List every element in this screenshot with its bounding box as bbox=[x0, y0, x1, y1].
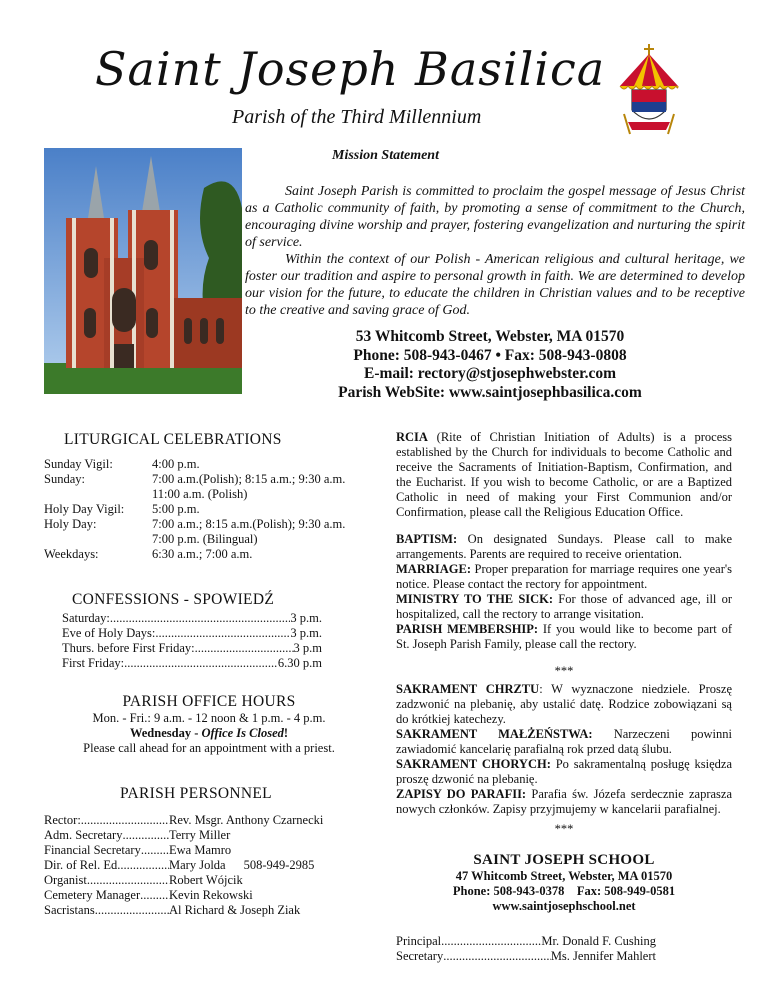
school-address: 47 Whitcomb Street, Webster, MA 01570 bbox=[455, 869, 673, 883]
personnel-name: Kevin Rekowski bbox=[169, 888, 253, 902]
rcia-term: RCIA bbox=[396, 430, 428, 444]
schedule-label: Sunday Vigil: bbox=[44, 457, 113, 471]
confession-row bbox=[62, 611, 322, 626]
separator: *** bbox=[554, 822, 574, 836]
separator: *** bbox=[554, 664, 574, 678]
staff-row bbox=[396, 949, 656, 964]
schedule-times bbox=[152, 517, 345, 547]
confessions-section bbox=[62, 592, 322, 671]
staff-name: Mr. Donald F. Cushing bbox=[541, 934, 656, 948]
rcia-section bbox=[396, 430, 732, 520]
schedule-row bbox=[44, 457, 374, 472]
confession-row bbox=[62, 641, 322, 656]
sacrament-term: BAPTISM: bbox=[396, 532, 458, 546]
schedule-row bbox=[44, 547, 374, 562]
sacraments-english bbox=[396, 532, 732, 652]
personnel-name: Rev. Msgr. Anthony Czarnecki bbox=[169, 813, 324, 827]
office-hours-section bbox=[44, 694, 374, 756]
personnel-row bbox=[44, 828, 374, 843]
basilica-crest-icon bbox=[614, 44, 684, 142]
personnel-row bbox=[44, 858, 374, 873]
schedule-time: 7:00 a.m.(Polish); 8:15 a.m.; 9:30 a.m. bbox=[152, 472, 346, 486]
personnel-name: Ewa Mamro bbox=[169, 843, 232, 857]
liturgical-heading: LITURGICAL CELEBRATIONS bbox=[64, 431, 282, 448]
sacrament-item bbox=[396, 787, 732, 817]
sacrament-item bbox=[396, 682, 732, 727]
liturgical-section bbox=[44, 432, 374, 562]
personnel-role: Cemetery Manager bbox=[44, 888, 141, 902]
personnel-section bbox=[44, 786, 374, 918]
confession-time: 3 p.m. bbox=[290, 626, 322, 640]
mission-statement bbox=[245, 183, 745, 319]
sacrament-term: SAKRAMENT CHRZTU bbox=[396, 682, 540, 696]
confession-label: Saturday: bbox=[62, 611, 110, 625]
confession-time: 6.30 p.m bbox=[277, 656, 322, 670]
personnel-role: Organist bbox=[44, 873, 87, 887]
personnel-name: Al Richard & Joseph Ziak bbox=[169, 903, 301, 917]
sacrament-term: ZAPISY DO PARAFII: bbox=[396, 787, 527, 801]
personnel-role: Dir. of Rel. Ed. bbox=[44, 858, 121, 872]
personnel-role: Financial Secretary bbox=[44, 843, 141, 857]
sacrament-item bbox=[396, 532, 732, 562]
personnel-name-phone bbox=[169, 858, 374, 873]
mission-paragraph: Saint Joseph Parish is committed to proclaim the gospel message of Jesus Christ as a Catholic community of faith, by promoting a sense of commitment to the Church, encouraging divine worship and prayer, fostering evangelization and nurturing the spirit of service. bbox=[245, 184, 745, 250]
sacrament-term: MARRIAGE: bbox=[396, 562, 471, 576]
sacrament-term: MINISTRY TO THE SICK: bbox=[396, 592, 554, 606]
office-hours: Mon. - Fri.: 9 a.m. - 12 noon & 1 p.m. - 4 p.m. bbox=[92, 711, 326, 725]
school-section bbox=[396, 852, 732, 914]
confession-label: First Friday: bbox=[62, 656, 125, 670]
sacrament-term: SAKRAMENT MAŁŻEŃSTWA: bbox=[396, 727, 593, 741]
schedule-time: 11:00 a.m. (Polish) bbox=[152, 487, 248, 501]
parish-address: 53 Whitcomb Street, Webster, MA 01570 bbox=[355, 328, 625, 345]
personnel-name: Robert Wójcik bbox=[169, 873, 243, 887]
personnel-role: Sacristans bbox=[44, 903, 95, 917]
sacrament-item bbox=[396, 727, 732, 757]
schedule-time: 7:00 a.m.; 8:15 a.m.(Polish); 9:30 a.m. bbox=[152, 517, 346, 531]
confession-row bbox=[62, 626, 322, 641]
schedule-row bbox=[44, 517, 374, 547]
page-title: Saint Joseph Basilica bbox=[95, 42, 606, 96]
schedule-times bbox=[152, 472, 345, 502]
wednesday-label: Wednesday - bbox=[129, 726, 202, 740]
page-subtitle: Parish of the Third Millennium bbox=[232, 106, 482, 128]
schedule-time: 5:00 p.m. bbox=[152, 502, 200, 516]
rcia-text: (Rite of Christian Initiation of Adults) is a process established by the Church for individuals to become Catholic and receive the Sacraments of Initiation-Baptism, Confirmation, and the Eucharist. If you wish to become Catholic, or are a Baptized Catholic in need of making your First Communion and/or Confirmation, please call the Religious Education Office. bbox=[396, 430, 732, 519]
personnel-name: Mary Jolda bbox=[169, 858, 226, 872]
exclamation: ! bbox=[283, 726, 289, 740]
schedule-label: Holy Day Vigil: bbox=[44, 502, 125, 516]
schedule-label: Weekdays: bbox=[44, 547, 99, 561]
parish-contact bbox=[300, 328, 680, 402]
schedule-row bbox=[44, 502, 374, 517]
staff-name: Ms. Jennifer Mahlert bbox=[550, 949, 656, 963]
sacraments-polish bbox=[396, 682, 732, 817]
parish-website[interactable]: Parish WebSite: www.saintjosephbasilica.com bbox=[338, 383, 642, 401]
confession-row bbox=[62, 656, 322, 671]
school-website[interactable]: www.saintjosephschool.net bbox=[492, 899, 636, 913]
sacrament-text: If you would like to become part of St. Joseph Parish Family, please call the rectory. bbox=[396, 622, 732, 651]
personnel-role: Rector: bbox=[44, 813, 81, 827]
schedule-row bbox=[44, 472, 374, 502]
sacrament-term: SAKRAMENT CHORYCH: bbox=[396, 757, 551, 771]
personnel-role: Adm. Secretary bbox=[44, 828, 123, 842]
mission-paragraph: Within the context of our Polish - American religious and cultural heritage, we foster our tradition and aspire to personal growth in faith. We are determined to develop our vision for the future, to educate the children in Christian values and to be receptive to the creative and saving grace of God. bbox=[245, 252, 745, 318]
sacrament-text: For those of advanced age, ill or hospitalized, call the rectory to arrange visitation. bbox=[396, 592, 732, 621]
personnel-row bbox=[44, 873, 374, 888]
school-staff bbox=[396, 934, 656, 964]
schedule-time: 7:00 p.m. (Bilingual) bbox=[152, 532, 258, 546]
parish-email[interactable]: E-mail: rectory@stjosephwebster.com bbox=[363, 365, 617, 382]
parish-phones: Phone: 508-943-0467 • Fax: 508-943-0808 bbox=[353, 346, 627, 364]
basilica-photo bbox=[44, 148, 242, 394]
confession-label: Eve of Holy Days: bbox=[62, 626, 156, 640]
sacrament-term: PARISH MEMBERSHIP: bbox=[396, 622, 539, 636]
personnel-row bbox=[44, 903, 374, 918]
sacrament-text: Narzeczeni powinni zawiadomić kancelarię parafialną rok przed datą ślubu. bbox=[396, 727, 732, 756]
sacrament-item bbox=[396, 592, 732, 622]
confession-label: Thurs. before First Friday: bbox=[62, 641, 195, 655]
personnel-row bbox=[44, 843, 374, 858]
staff-role: Principal bbox=[396, 934, 442, 948]
sacrament-text: Po sakramentalną posługę księdza proszę dzwonić na plebanię. bbox=[396, 757, 732, 786]
sacrament-item bbox=[396, 757, 732, 787]
personnel-row bbox=[44, 888, 374, 903]
confession-time: 3 p.m bbox=[293, 641, 322, 655]
office-hours-heading: PARISH OFFICE HOURS bbox=[122, 693, 296, 710]
school-phones: Phone: 508-943-0378 Fax: 508-949-0581 bbox=[452, 884, 676, 898]
confessions-heading: CONFESSIONS - SPOWIEDŹ bbox=[72, 591, 275, 608]
sacrament-text: Proper preparation for marriage requires one year's notice. Please contact the rectory for appointment. bbox=[396, 562, 732, 591]
sacrament-text: On designated Sundays. Please call to make arrangements. Parents are required to receive orientation. bbox=[396, 532, 732, 561]
rcia-paragraph bbox=[396, 430, 732, 520]
sacrament-item bbox=[396, 622, 732, 652]
personnel-phone: 508-949-2985 bbox=[243, 858, 315, 872]
schedule-time: 6:30 a.m.; 7:00 a.m. bbox=[152, 547, 253, 561]
confession-time: 3 p.m. bbox=[290, 611, 322, 625]
sacrament-item bbox=[396, 562, 732, 592]
school-heading: SAINT JOSEPH SCHOOL bbox=[473, 852, 655, 868]
schedule-time: 4:00 p.m. bbox=[152, 457, 200, 471]
mission-heading: Mission Statement bbox=[332, 148, 439, 163]
staff-role: Secretary bbox=[396, 949, 444, 963]
personnel-row bbox=[44, 813, 374, 828]
appointment-note: Please call ahead for an appointment with a priest. bbox=[83, 741, 335, 755]
wednesday-notice bbox=[44, 726, 374, 741]
office-closed-text: Office Is Closed bbox=[201, 726, 284, 740]
schedule-label: Sunday: bbox=[44, 472, 85, 486]
schedule-label: Holy Day: bbox=[44, 517, 97, 531]
sacrament-text: : W wyznaczone niedziele. Proszę zadzwonić na plebanię, aby ustalić datę. Rodzice zobowiązani są do krótkiej katechezy. bbox=[396, 682, 732, 726]
staff-row bbox=[396, 934, 656, 949]
sacrament-text: Parafia św. Józefa serdecznie zaprasza nowych członków. Zapisy przyjmujemy w kancelarii parafialnej. bbox=[396, 787, 732, 816]
personnel-heading: PARISH PERSONNEL bbox=[120, 785, 272, 802]
personnel-name: Terry Miller bbox=[169, 828, 231, 842]
